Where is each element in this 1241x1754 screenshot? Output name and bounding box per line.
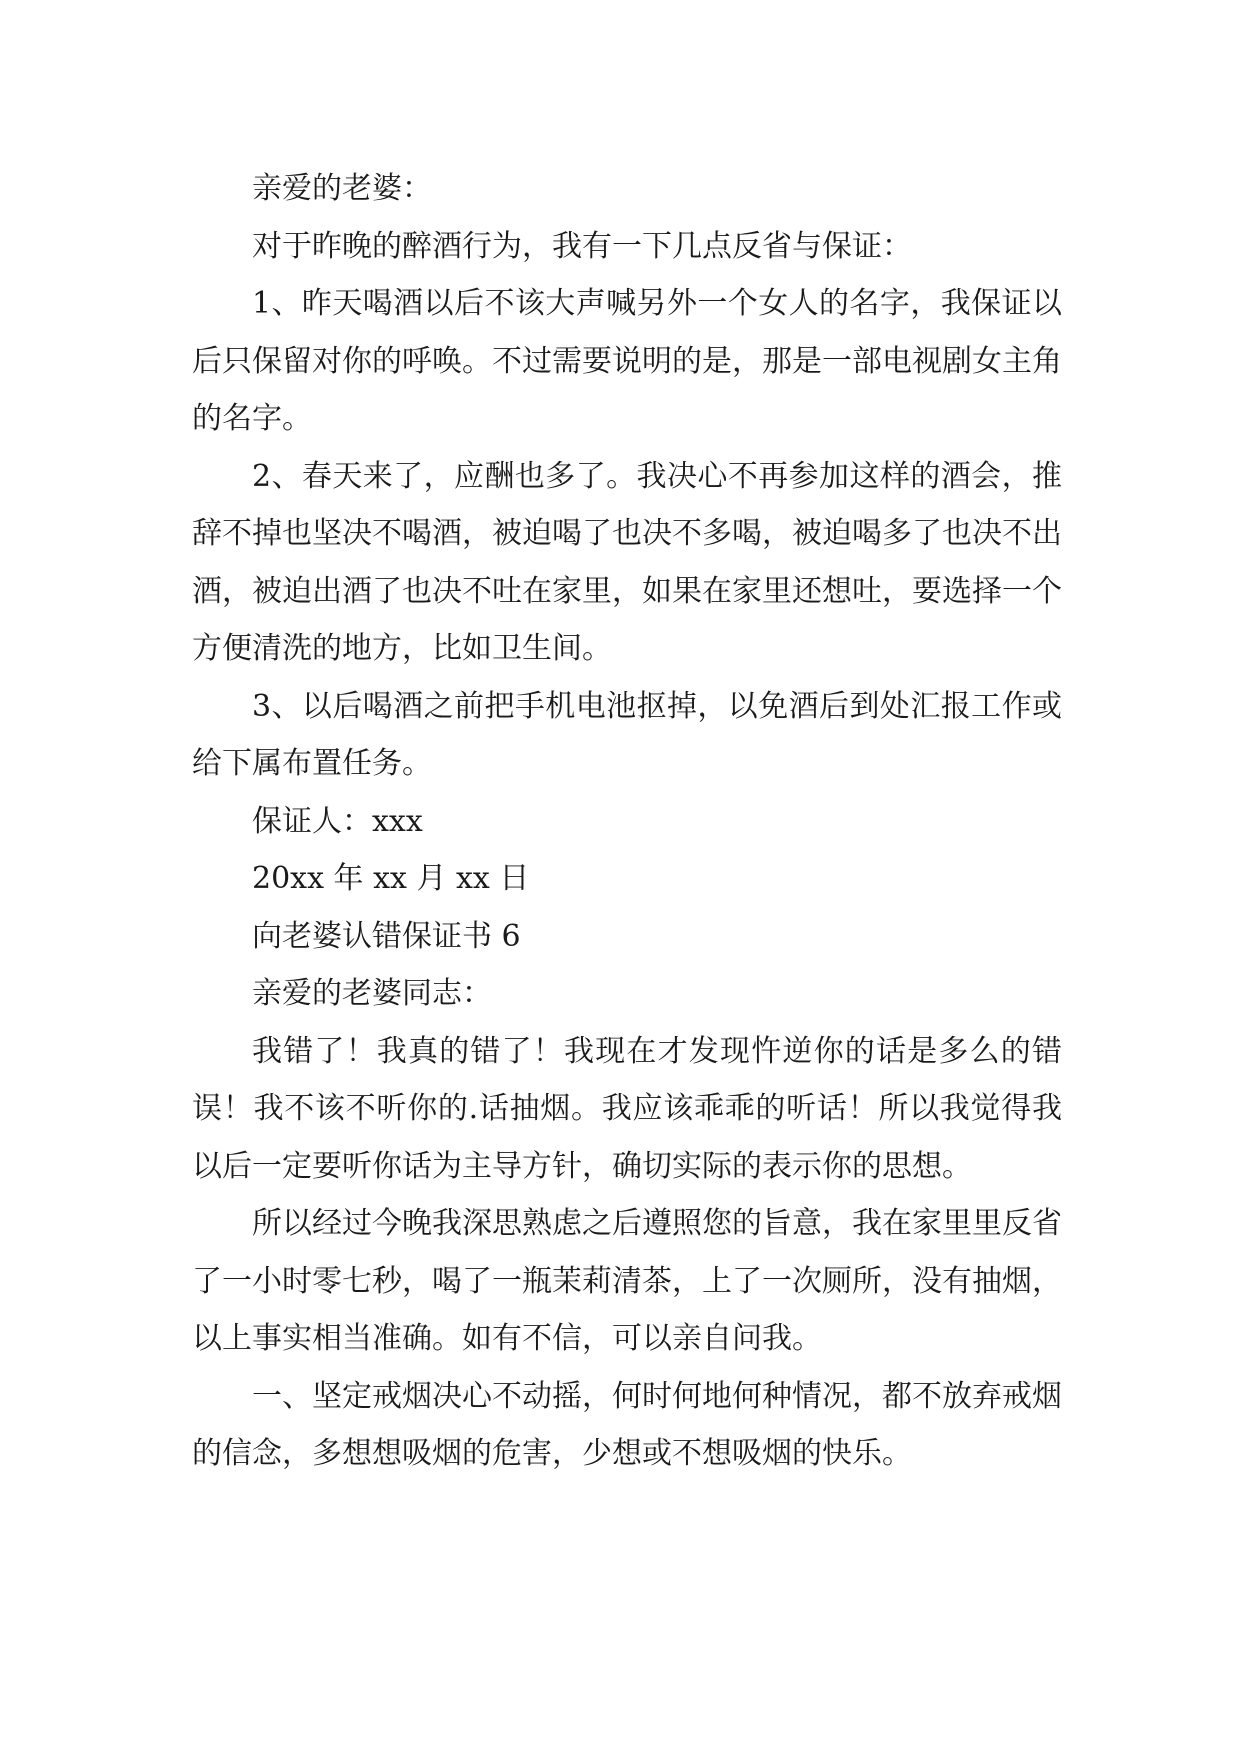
reflection-paragraph: 所以经过今晚我深思熟虑之后遵照您的旨意，我在家里里反省了一小时零七秒，喝了一瓶茉莉清茶，上了一次厕所，没有抽烟，以上事实相当准确。如有不信，可以亲自问我。 [192,1206,1062,1356]
salutation: 亲爱的老婆： [252,171,432,206]
guarantor-line: 保证人：xxx [252,803,423,839]
intro-paragraph: 对于昨晚的醉酒行为，我有一下几点反省与保证： [252,228,912,264]
apology-paragraph: 我错了！我真的错了！我现在才发现忤逆你的话是多么的错误！我不该不听你的.话抽烟。我应该乖乖的听话！所以我觉得我以后一定要听你话为主导方针，确切实际的表示你的思想。 [192,1033,1062,1184]
point-3-paragraph: 3、以后喝酒之前把手机电池抠掉，以免酒后到处汇报工作或给下属布置任务。 [192,688,1062,781]
date-line: 20xx 年 xx 月 xx 日 [252,861,530,896]
resolution-paragraph: 一、坚定戒烟决心不动摇，何时何地何种情况，都不放弃戒烟的信念，多想想吸烟的危害，少想或不想吸烟的快乐。 [192,1378,1062,1471]
point-1-paragraph: 1、昨天喝酒以后不该大声喊另外一个女人的名字，我保证以后只保留对你的呼唤。不过需要说明的是，那是一部电视剧女主角的名字。 [192,286,1062,436]
document-body [192,160,1062,1483]
salutation-2: 亲爱的老婆同志： [252,976,492,1011]
point-2-paragraph: 2、春天来了，应酬也多了。我决心不再参加这样的酒会，推辞不掉也坚决不喝酒，被迫喝了也决不多喝，被迫喝多了也决不出酒，被迫出酒了也决不吐在家里，如果在家里还想吐，要选择一个方便清洗的地方，比如卫生间。 [192,458,1062,666]
section-title: 向老婆认错保证书 6 [252,918,521,954]
